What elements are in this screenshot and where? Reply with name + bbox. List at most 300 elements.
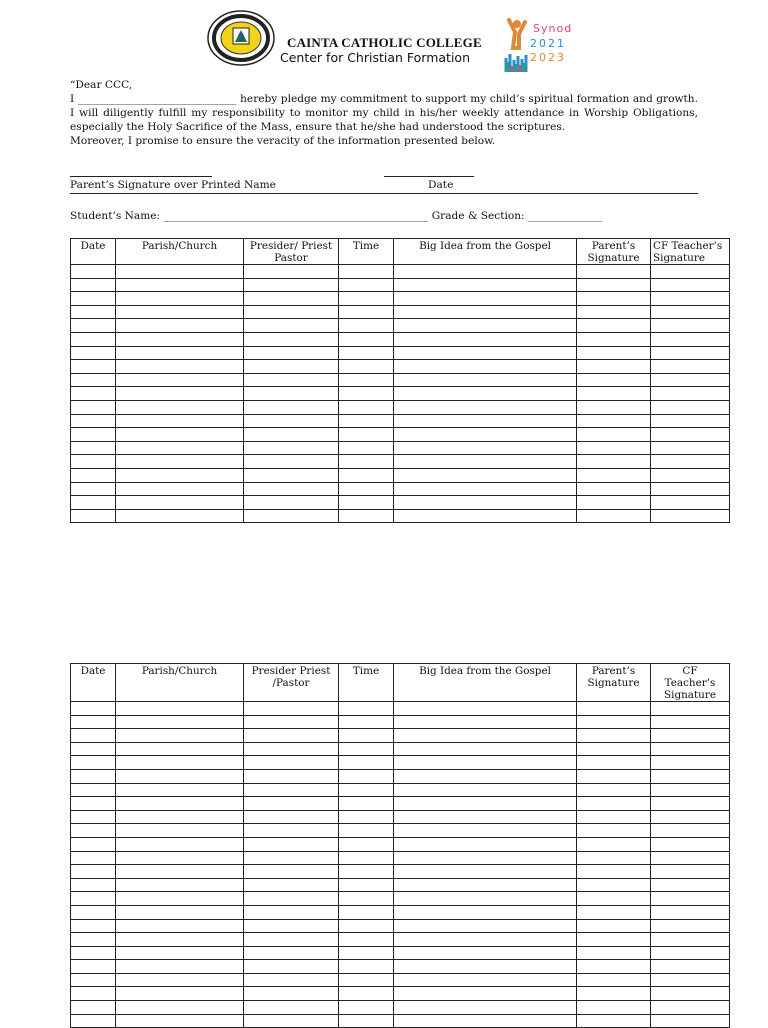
table-cell[interactable]	[244, 742, 339, 756]
table-cell[interactable]	[394, 960, 577, 974]
table-cell[interactable]	[116, 919, 244, 933]
table-cell[interactable]	[71, 387, 116, 401]
table-cell[interactable]	[116, 414, 244, 428]
table-cell[interactable]	[651, 428, 730, 442]
table-cell[interactable]	[116, 278, 244, 292]
table-cell[interactable]	[244, 428, 339, 442]
table-cell[interactable]	[577, 509, 651, 523]
table-cell[interactable]	[244, 373, 339, 387]
table-cell[interactable]	[244, 414, 339, 428]
table-cell[interactable]	[394, 892, 577, 906]
table-cell[interactable]	[651, 1001, 730, 1015]
table-cell[interactable]	[394, 851, 577, 865]
table-cell[interactable]	[116, 946, 244, 960]
table-cell[interactable]	[651, 824, 730, 838]
table-cell[interactable]	[394, 482, 577, 496]
table-cell[interactable]	[116, 742, 244, 756]
table-cell[interactable]	[71, 973, 116, 987]
table-cell[interactable]	[339, 265, 394, 279]
table-cell[interactable]	[577, 892, 651, 906]
table-cell[interactable]	[71, 837, 116, 851]
table-cell[interactable]	[339, 851, 394, 865]
table-cell[interactable]	[394, 265, 577, 279]
table-cell[interactable]	[577, 769, 651, 783]
table-cell[interactable]	[577, 878, 651, 892]
table-cell[interactable]	[394, 292, 577, 306]
table-cell[interactable]	[577, 305, 651, 319]
table-cell[interactable]	[651, 973, 730, 987]
table-cell[interactable]	[394, 496, 577, 510]
table-cell[interactable]	[71, 987, 116, 1001]
table-cell[interactable]	[71, 797, 116, 811]
table-cell[interactable]	[244, 946, 339, 960]
table-cell[interactable]	[116, 319, 244, 333]
table-cell[interactable]	[577, 346, 651, 360]
table-cell[interactable]	[71, 756, 116, 770]
table-cell[interactable]	[71, 496, 116, 510]
table-cell[interactable]	[71, 892, 116, 906]
table-cell[interactable]	[577, 919, 651, 933]
table-cell[interactable]	[116, 360, 244, 374]
table-cell[interactable]	[651, 987, 730, 1001]
table-cell[interactable]	[577, 987, 651, 1001]
table-cell[interactable]	[116, 373, 244, 387]
table-cell[interactable]	[651, 387, 730, 401]
table-cell[interactable]	[244, 702, 339, 716]
table-cell[interactable]	[116, 468, 244, 482]
table-cell[interactable]	[244, 851, 339, 865]
table-cell[interactable]	[244, 878, 339, 892]
table-cell[interactable]	[339, 756, 394, 770]
table-cell[interactable]	[651, 482, 730, 496]
table-cell[interactable]	[244, 319, 339, 333]
table-cell[interactable]	[651, 319, 730, 333]
table-cell[interactable]	[71, 305, 116, 319]
table-cell[interactable]	[651, 278, 730, 292]
table-cell[interactable]	[116, 933, 244, 947]
table-cell[interactable]	[116, 960, 244, 974]
table-cell[interactable]	[244, 360, 339, 374]
table-cell[interactable]	[394, 824, 577, 838]
table-cell[interactable]	[339, 360, 394, 374]
table-cell[interactable]	[577, 441, 651, 455]
table-cell[interactable]	[651, 441, 730, 455]
table-cell[interactable]	[244, 797, 339, 811]
table-cell[interactable]	[116, 496, 244, 510]
table-cell[interactable]	[116, 715, 244, 729]
table-cell[interactable]	[71, 292, 116, 306]
table-cell[interactable]	[394, 319, 577, 333]
table-cell[interactable]	[651, 346, 730, 360]
table-cell[interactable]	[244, 265, 339, 279]
table-cell[interactable]	[577, 373, 651, 387]
table-cell[interactable]	[116, 851, 244, 865]
table-cell[interactable]	[394, 865, 577, 879]
table-cell[interactable]	[244, 783, 339, 797]
table-cell[interactable]	[244, 865, 339, 879]
table-cell[interactable]	[577, 824, 651, 838]
table-cell[interactable]	[116, 987, 244, 1001]
table-cell[interactable]	[394, 919, 577, 933]
table-cell[interactable]	[116, 455, 244, 469]
table-cell[interactable]	[244, 509, 339, 523]
table-cell[interactable]	[394, 783, 577, 797]
table-cell[interactable]	[339, 742, 394, 756]
table-cell[interactable]	[577, 946, 651, 960]
table-cell[interactable]	[116, 482, 244, 496]
table-cell[interactable]	[71, 960, 116, 974]
table-cell[interactable]	[244, 837, 339, 851]
table-cell[interactable]	[394, 905, 577, 919]
table-cell[interactable]	[577, 905, 651, 919]
table-cell[interactable]	[651, 905, 730, 919]
table-cell[interactable]	[651, 265, 730, 279]
table-cell[interactable]	[116, 1014, 244, 1028]
table-cell[interactable]	[651, 729, 730, 743]
table-cell[interactable]	[116, 305, 244, 319]
table-cell[interactable]	[339, 509, 394, 523]
table-cell[interactable]	[116, 265, 244, 279]
table-cell[interactable]	[71, 1001, 116, 1015]
table-cell[interactable]	[71, 1014, 116, 1028]
table-cell[interactable]	[394, 278, 577, 292]
table-cell[interactable]	[577, 851, 651, 865]
table-cell[interactable]	[394, 987, 577, 1001]
table-cell[interactable]	[394, 332, 577, 346]
table-cell[interactable]	[577, 319, 651, 333]
table-cell[interactable]	[394, 810, 577, 824]
table-cell[interactable]	[71, 783, 116, 797]
table-cell[interactable]	[339, 400, 394, 414]
table-cell[interactable]	[577, 496, 651, 510]
table-cell[interactable]	[71, 455, 116, 469]
table-cell[interactable]	[71, 702, 116, 716]
table-cell[interactable]	[651, 742, 730, 756]
table-cell[interactable]	[71, 468, 116, 482]
table-cell[interactable]	[244, 455, 339, 469]
table-cell[interactable]	[116, 346, 244, 360]
table-cell[interactable]	[116, 509, 244, 523]
table-cell[interactable]	[651, 783, 730, 797]
table-cell[interactable]	[394, 428, 577, 442]
table-cell[interactable]	[394, 878, 577, 892]
table-cell[interactable]	[339, 824, 394, 838]
table-cell[interactable]	[577, 1014, 651, 1028]
table-cell[interactable]	[577, 292, 651, 306]
table-cell[interactable]	[651, 919, 730, 933]
table-cell[interactable]	[116, 769, 244, 783]
table-cell[interactable]	[339, 1014, 394, 1028]
table-cell[interactable]	[116, 428, 244, 442]
table-cell[interactable]	[244, 292, 339, 306]
table-cell[interactable]	[394, 837, 577, 851]
table-cell[interactable]	[71, 729, 116, 743]
table-cell[interactable]	[651, 702, 730, 716]
table-cell[interactable]	[394, 414, 577, 428]
table-cell[interactable]	[116, 1001, 244, 1015]
table-cell[interactable]	[71, 509, 116, 523]
table-cell[interactable]	[577, 702, 651, 716]
table-cell[interactable]	[116, 292, 244, 306]
table-cell[interactable]	[651, 892, 730, 906]
date-blank[interactable]	[384, 176, 474, 177]
table-cell[interactable]	[71, 360, 116, 374]
table-cell[interactable]	[577, 960, 651, 974]
table-cell[interactable]	[394, 1014, 577, 1028]
table-cell[interactable]	[651, 468, 730, 482]
table-cell[interactable]	[244, 387, 339, 401]
table-cell[interactable]	[394, 441, 577, 455]
table-cell[interactable]	[651, 414, 730, 428]
table-cell[interactable]	[339, 414, 394, 428]
table-cell[interactable]	[244, 332, 339, 346]
table-cell[interactable]	[577, 1001, 651, 1015]
table-cell[interactable]	[244, 919, 339, 933]
table-cell[interactable]	[577, 468, 651, 482]
table-cell[interactable]	[577, 973, 651, 987]
table-cell[interactable]	[244, 960, 339, 974]
table-cell[interactable]	[394, 702, 577, 716]
table-cell[interactable]	[339, 482, 394, 496]
table-cell[interactable]	[339, 960, 394, 974]
table-cell[interactable]	[244, 810, 339, 824]
table-cell[interactable]	[394, 973, 577, 987]
table-cell[interactable]	[244, 441, 339, 455]
table-cell[interactable]	[577, 414, 651, 428]
table-cell[interactable]	[577, 387, 651, 401]
table-cell[interactable]	[71, 933, 116, 947]
table-cell[interactable]	[71, 810, 116, 824]
table-cell[interactable]	[394, 797, 577, 811]
table-cell[interactable]	[339, 892, 394, 906]
table-cell[interactable]	[339, 783, 394, 797]
table-cell[interactable]	[577, 265, 651, 279]
table-cell[interactable]	[394, 1001, 577, 1015]
table-cell[interactable]	[71, 878, 116, 892]
table-cell[interactable]	[651, 960, 730, 974]
table-cell[interactable]	[71, 742, 116, 756]
table-cell[interactable]	[651, 810, 730, 824]
table-cell[interactable]	[116, 332, 244, 346]
table-cell[interactable]	[71, 373, 116, 387]
table-cell[interactable]	[394, 387, 577, 401]
table-cell[interactable]	[71, 332, 116, 346]
table-cell[interactable]	[71, 346, 116, 360]
table-cell[interactable]	[244, 468, 339, 482]
table-cell[interactable]	[394, 933, 577, 947]
table-cell[interactable]	[577, 837, 651, 851]
table-cell[interactable]	[116, 810, 244, 824]
table-cell[interactable]	[244, 824, 339, 838]
table-cell[interactable]	[116, 729, 244, 743]
table-cell[interactable]	[339, 905, 394, 919]
table-cell[interactable]	[577, 865, 651, 879]
table-cell[interactable]	[339, 715, 394, 729]
table-cell[interactable]	[244, 729, 339, 743]
table-cell[interactable]	[651, 509, 730, 523]
table-cell[interactable]	[116, 702, 244, 716]
table-cell[interactable]	[651, 851, 730, 865]
table-cell[interactable]	[71, 905, 116, 919]
table-cell[interactable]	[651, 496, 730, 510]
table-cell[interactable]	[394, 742, 577, 756]
table-cell[interactable]	[651, 878, 730, 892]
table-cell[interactable]	[577, 810, 651, 824]
table-cell[interactable]	[577, 278, 651, 292]
table-cell[interactable]	[577, 482, 651, 496]
table-cell[interactable]	[244, 278, 339, 292]
table-cell[interactable]	[116, 837, 244, 851]
table-cell[interactable]	[577, 455, 651, 469]
parent-signature-blank[interactable]	[70, 176, 212, 177]
table-cell[interactable]	[244, 346, 339, 360]
table-cell[interactable]	[339, 729, 394, 743]
table-cell[interactable]	[339, 878, 394, 892]
table-cell[interactable]	[339, 1001, 394, 1015]
table-cell[interactable]	[244, 756, 339, 770]
table-cell[interactable]	[71, 428, 116, 442]
table-cell[interactable]	[577, 428, 651, 442]
table-cell[interactable]	[339, 455, 394, 469]
table-cell[interactable]	[577, 360, 651, 374]
table-cell[interactable]	[244, 905, 339, 919]
table-cell[interactable]	[71, 441, 116, 455]
table-cell[interactable]	[651, 933, 730, 947]
table-cell[interactable]	[651, 292, 730, 306]
table-cell[interactable]	[244, 892, 339, 906]
table-cell[interactable]	[71, 946, 116, 960]
table-cell[interactable]	[394, 756, 577, 770]
table-cell[interactable]	[339, 973, 394, 987]
table-cell[interactable]	[339, 810, 394, 824]
table-cell[interactable]	[116, 797, 244, 811]
table-cell[interactable]	[339, 441, 394, 455]
table-cell[interactable]	[339, 319, 394, 333]
table-cell[interactable]	[651, 373, 730, 387]
table-cell[interactable]	[651, 769, 730, 783]
table-cell[interactable]	[339, 769, 394, 783]
table-cell[interactable]	[394, 729, 577, 743]
table-cell[interactable]	[244, 400, 339, 414]
table-cell[interactable]	[71, 482, 116, 496]
table-cell[interactable]	[339, 292, 394, 306]
table-cell[interactable]	[116, 824, 244, 838]
table-cell[interactable]	[244, 769, 339, 783]
table-cell[interactable]	[71, 400, 116, 414]
table-cell[interactable]	[651, 1014, 730, 1028]
table-cell[interactable]	[339, 946, 394, 960]
table-cell[interactable]	[339, 865, 394, 879]
table-cell[interactable]	[339, 837, 394, 851]
table-cell[interactable]	[244, 973, 339, 987]
table-cell[interactable]	[577, 756, 651, 770]
table-cell[interactable]	[577, 742, 651, 756]
table-cell[interactable]	[651, 797, 730, 811]
table-cell[interactable]	[339, 797, 394, 811]
table-cell[interactable]	[577, 715, 651, 729]
table-cell[interactable]	[651, 360, 730, 374]
table-cell[interactable]	[244, 1014, 339, 1028]
table-cell[interactable]	[339, 387, 394, 401]
table-cell[interactable]	[651, 455, 730, 469]
table-cell[interactable]	[339, 496, 394, 510]
table-cell[interactable]	[577, 400, 651, 414]
table-cell[interactable]	[244, 496, 339, 510]
table-cell[interactable]	[116, 400, 244, 414]
table-cell[interactable]	[394, 305, 577, 319]
table-cell[interactable]	[651, 837, 730, 851]
table-cell[interactable]	[394, 715, 577, 729]
table-cell[interactable]	[71, 319, 116, 333]
table-cell[interactable]	[244, 1001, 339, 1015]
table-cell[interactable]	[339, 346, 394, 360]
table-cell[interactable]	[116, 892, 244, 906]
table-cell[interactable]	[339, 373, 394, 387]
table-cell[interactable]	[71, 851, 116, 865]
table-cell[interactable]	[116, 387, 244, 401]
table-cell[interactable]	[71, 414, 116, 428]
table-cell[interactable]	[394, 373, 577, 387]
table-cell[interactable]	[116, 783, 244, 797]
table-cell[interactable]	[651, 865, 730, 879]
table-cell[interactable]	[339, 987, 394, 1001]
table-cell[interactable]	[577, 797, 651, 811]
table-cell[interactable]	[116, 878, 244, 892]
table-cell[interactable]	[71, 824, 116, 838]
table-cell[interactable]	[394, 468, 577, 482]
table-cell[interactable]	[71, 769, 116, 783]
table-cell[interactable]	[116, 441, 244, 455]
table-cell[interactable]	[244, 305, 339, 319]
table-cell[interactable]	[116, 973, 244, 987]
table-cell[interactable]	[577, 729, 651, 743]
table-cell[interactable]	[71, 715, 116, 729]
table-cell[interactable]	[339, 702, 394, 716]
table-cell[interactable]	[339, 919, 394, 933]
table-cell[interactable]	[71, 865, 116, 879]
table-cell[interactable]	[339, 278, 394, 292]
table-cell[interactable]	[394, 346, 577, 360]
table-cell[interactable]	[244, 715, 339, 729]
table-cell[interactable]	[116, 756, 244, 770]
table-cell[interactable]	[71, 265, 116, 279]
table-cell[interactable]	[394, 455, 577, 469]
table-cell[interactable]	[394, 360, 577, 374]
table-cell[interactable]	[651, 305, 730, 319]
table-cell[interactable]	[116, 865, 244, 879]
table-cell[interactable]	[577, 933, 651, 947]
table-cell[interactable]	[394, 769, 577, 783]
table-cell[interactable]	[244, 933, 339, 947]
table-cell[interactable]	[244, 987, 339, 1001]
table-cell[interactable]	[71, 278, 116, 292]
table-cell[interactable]	[339, 332, 394, 346]
table-cell[interactable]	[394, 946, 577, 960]
table-cell[interactable]	[651, 400, 730, 414]
table-cell[interactable]	[394, 509, 577, 523]
table-cell[interactable]	[339, 305, 394, 319]
table-cell[interactable]	[244, 482, 339, 496]
table-cell[interactable]	[577, 332, 651, 346]
table-cell[interactable]	[394, 400, 577, 414]
table-cell[interactable]	[116, 905, 244, 919]
table-cell[interactable]	[339, 933, 394, 947]
table-cell[interactable]	[339, 468, 394, 482]
table-cell[interactable]	[577, 783, 651, 797]
table-cell[interactable]	[71, 919, 116, 933]
table-cell[interactable]	[651, 946, 730, 960]
table-cell[interactable]	[339, 428, 394, 442]
